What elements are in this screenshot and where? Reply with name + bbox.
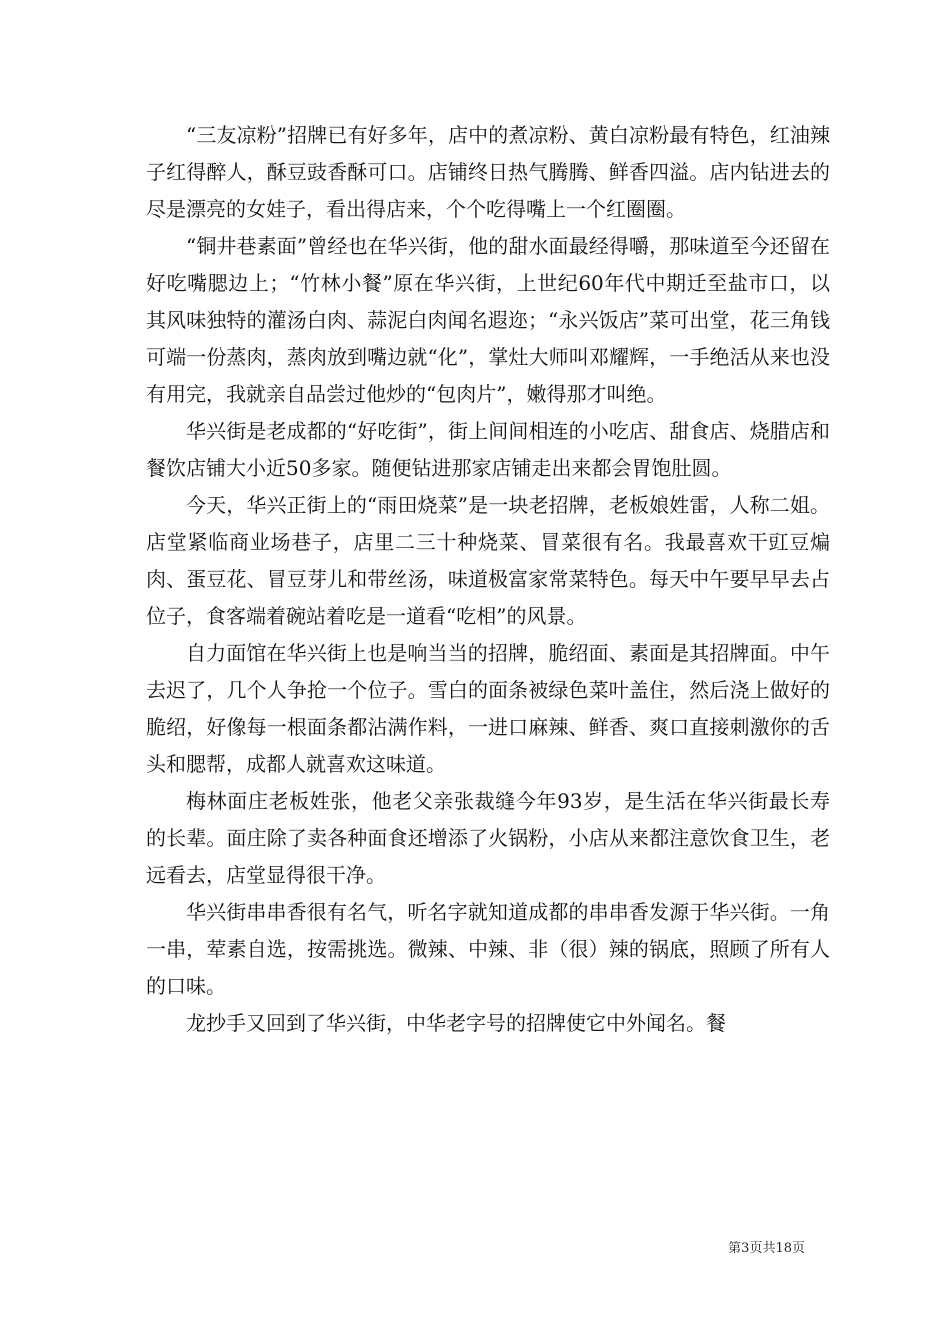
- paragraph-4: 今天，华兴正街上的“雨田烧菜”是一块老招牌，老板娘姓雷，人称二姐。店堂紧临商业场巷子，店里二三十种烧菜、冒菜很有名。我最喜欢干豇豆煸肉、蛋豆花、冒豆芽儿和带丝汤，味道极富家常菜特色。每天中午要早早去占位子，食客端着碗站着吃是一道看“吃相”的风景。: [146, 493, 830, 628]
- paragraph-1: “三友凉粉”招牌已有好多年，店中的煮凉粉、黄白凉粉最有特色，红油辣子红得醉人，酥豆豉香酥可口。店铺终日热气腾腾、鲜香四溢。店内钻进去的尽是漂亮的女娃子，看出得店来，个个吃得嘴上一个红圈圈。: [146, 123, 830, 221]
- paragraph-5: 自力面馆在华兴街上也是响当当的招牌，脆绍面、素面是其招牌面。中午去迟了，几个人争抢一个位子。雪白的面条被绿色菜叶盖住，然后浇上做好的脆绍，好像每一根面条都沾满作料，一进口麻辣、鲜香、爽口直接刺激你的舌头和腮帮，成都人就喜欢这味道。: [146, 641, 830, 776]
- paragraph-8: 龙抄手又回到了华兴街，中华老字号的招牌使它中外闻名。餐: [186, 1011, 726, 1035]
- paragraph-7: 华兴街串串香很有名气，听名字就知道成都的串串香发源于华兴街。一角一串，荤素自选，按需挑选。微辣、中辣、非（很）辣的锅底，照顾了所有人的口味。: [146, 900, 830, 998]
- page-number-footer: 第3页共18页: [728, 1241, 805, 1256]
- article-body: [146, 117, 830, 1042]
- paragraph-6: 梅林面庄老板姓张，他老父亲张裁缝今年93岁，是生活在华兴街最长寿的长辈。面庄除了卖各种面食还增添了火锅粉，小店从来都注意饮食卫生，老远看去，店堂显得很干净。: [146, 789, 830, 887]
- paragraph-3: 华兴街是老成都的“好吃街”，街上间间相连的小吃店、甜食店、烧腊店和餐饮店铺大小近50多家。随便钻进那家店铺走出来都会胃饱肚圆。: [146, 419, 830, 480]
- paragraph-2: “铜井巷素面”曾经也在华兴街，他的甜水面最经得嚼，那味道至今还留在好吃嘴腮边上；“竹林小餐”原在华兴街，上世纪60年代中期迁至盐市口，以其风味独特的灌汤白肉、蒜泥白肉闻名遐迩；“永兴饭店”菜可出堂，花三角钱可端一份蒸肉，蒸肉放到嘴边就“化”，掌灶大师叫邓耀辉，一手绝活从来也没有用完，我就亲自品尝过他炒的“包肉片”，嫩得那才叫绝。: [146, 234, 830, 406]
